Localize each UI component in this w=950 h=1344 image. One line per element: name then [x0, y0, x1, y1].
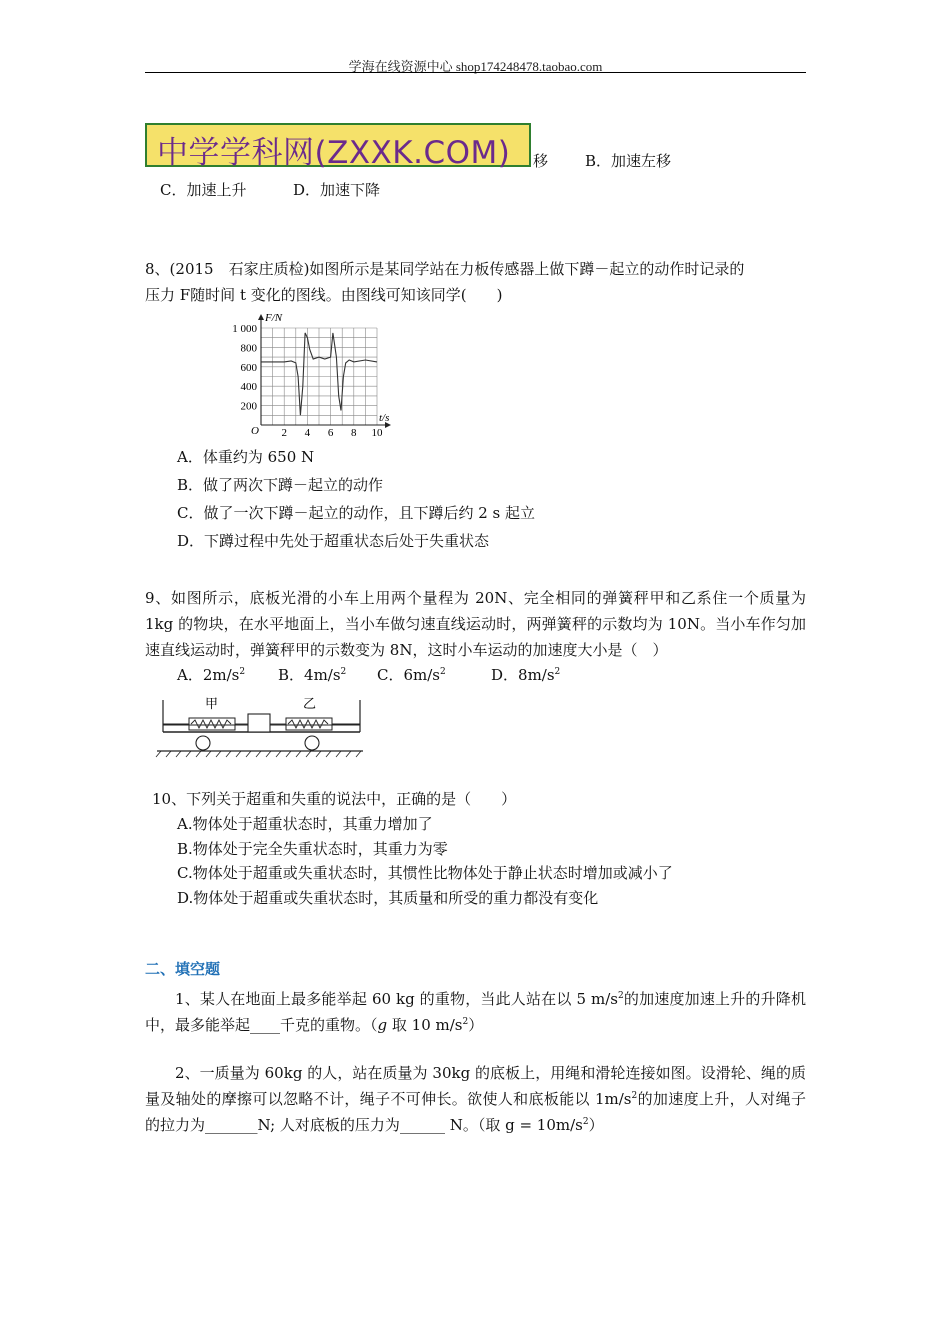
q9-option-b: B．$4m/s^2$ — [278, 666, 347, 684]
block — [248, 714, 270, 732]
y-axis-arrow — [258, 314, 264, 320]
q10-option-a: A.物体处于超重状态时，其重力增加了 — [177, 815, 433, 833]
y-tick-label: 200 — [240, 400, 257, 413]
q8-option-a: A．体重约为 650 N — [177, 448, 315, 466]
label-jia: 甲 — [205, 696, 219, 711]
fill1-blank: ____ — [250, 1016, 281, 1034]
q8-stem-line1: 8、(2015 石家庄质检)如图所示是某同学站在力板传感器上做下蹲－起立的动作时记录的 — [145, 260, 745, 278]
wheel-right — [305, 736, 319, 750]
q7-option-c: C．加速上升 — [160, 181, 247, 199]
zxxk-logo — [145, 123, 531, 171]
fill-question-1: 1、某人在地面上最多能举起 60 kg 的重物，当此人站在以 5 $m/s^2$的加速度加速上升的升降机中，最多能举起____千克的重物。（g 取 10 $m/s^2$） — [145, 990, 806, 1034]
x-tick-label: 4 — [304, 427, 311, 439]
q7-option-a-tail: 移 — [533, 152, 549, 170]
q10-option-d: D.物体处于超重或失重状态时，其质量和所受的重力都没有变化 — [177, 889, 599, 907]
fill-question-2: 2、一质量为 60kg 的人，站在质量为 30kg 的底板上，用绳和滑轮连接如图。设滑轮、绳的质量及轴处的摩擦可以忽略不计，绳子不可伸长。欲使人和底板能以 $1m/s^2$的加速度上升，人对绳子的拉力为_______N; 人对底板的压力为______ N。（取 $g = 10m/s^2$） — [145, 1064, 806, 1134]
label-yi: 乙 — [303, 696, 317, 711]
y-tick-label: 800 — [240, 342, 257, 355]
q9-cart-figure — [155, 690, 365, 760]
chart-x-axis-label: t/s — [379, 412, 390, 424]
q9-option-d: D．$8m/s^2$ — [491, 666, 561, 684]
spring-scale-right — [286, 718, 332, 730]
x-tick-label: 10 — [371, 427, 383, 439]
q10-option-c: C.物体处于超重或失重状态时，其惯性比物体处于静止状态时增加或减小了 — [177, 864, 673, 882]
header-rule — [145, 72, 806, 73]
chart-y-axis-label: F/N — [265, 312, 283, 324]
x-tick-label: 2 — [281, 427, 287, 439]
q7-option-b: B．加速左移 — [585, 152, 672, 170]
y-tick-label: 400 — [240, 381, 257, 394]
wheel-left — [196, 736, 210, 750]
y-tick-label: 1 000 — [232, 323, 257, 335]
fill2-blank-1: _______ — [205, 1116, 258, 1134]
q8-option-b: B．做了两次下蹲－起立的动作 — [177, 476, 384, 494]
q8-option-d: D．下蹲过程中先处于超重状态后处于失重状态 — [177, 532, 490, 550]
q9-option-a: A．$2m/s^2$ — [177, 666, 246, 684]
chart-origin-label: O — [251, 425, 259, 437]
spring-scale-left — [189, 718, 235, 730]
q10-stem: 10、下列关于超重和失重的说法中，正确的是（ ） — [152, 790, 517, 808]
fill2-blank-2: ______ — [399, 1116, 445, 1134]
logo-text: 中学学科网(ZXXK.COM) — [157, 135, 511, 171]
section-title-fill-in: 二、填空题 — [145, 960, 221, 978]
q8-force-time-chart — [225, 308, 405, 442]
x-tick-label: 8 — [351, 427, 357, 439]
ground-hatching — [156, 751, 361, 757]
y-tick-label: 600 — [240, 361, 257, 374]
page-header: 学海在线资源中心 shop174248478.taobao.com — [348, 59, 603, 74]
q10-option-b: B.物体处于完全失重状态时，其重力为零 — [177, 840, 448, 858]
chart-grid — [261, 328, 377, 425]
chart-axes — [258, 314, 391, 428]
q9-option-c: C．$6m/s^2$ — [377, 666, 446, 684]
x-tick-label: 6 — [327, 427, 334, 439]
q9-stem: 9、如图所示，底板光滑的小车上用两个量程为 20N、完全相同的弹簧秤甲和乙系住一个质量为 1kg 的物块，在水平地面上，当小车做匀速直线运动时，两弹簧秤的示数均为 10N。当小车作匀加速直线运动时，弹簧秤甲的示数变为 8N，这时小车运动的加速度大小是（ ） — [145, 589, 806, 659]
q7-option-d: D．加速下降 — [293, 181, 381, 199]
q8-option-c: C．做了一次下蹲－起立的动作，且下蹲后约 2 s 起立 — [177, 504, 536, 522]
q8-stem-line2: 压力 F随时间 t 变化的图线。由图线可知该同学( ) — [145, 286, 503, 304]
